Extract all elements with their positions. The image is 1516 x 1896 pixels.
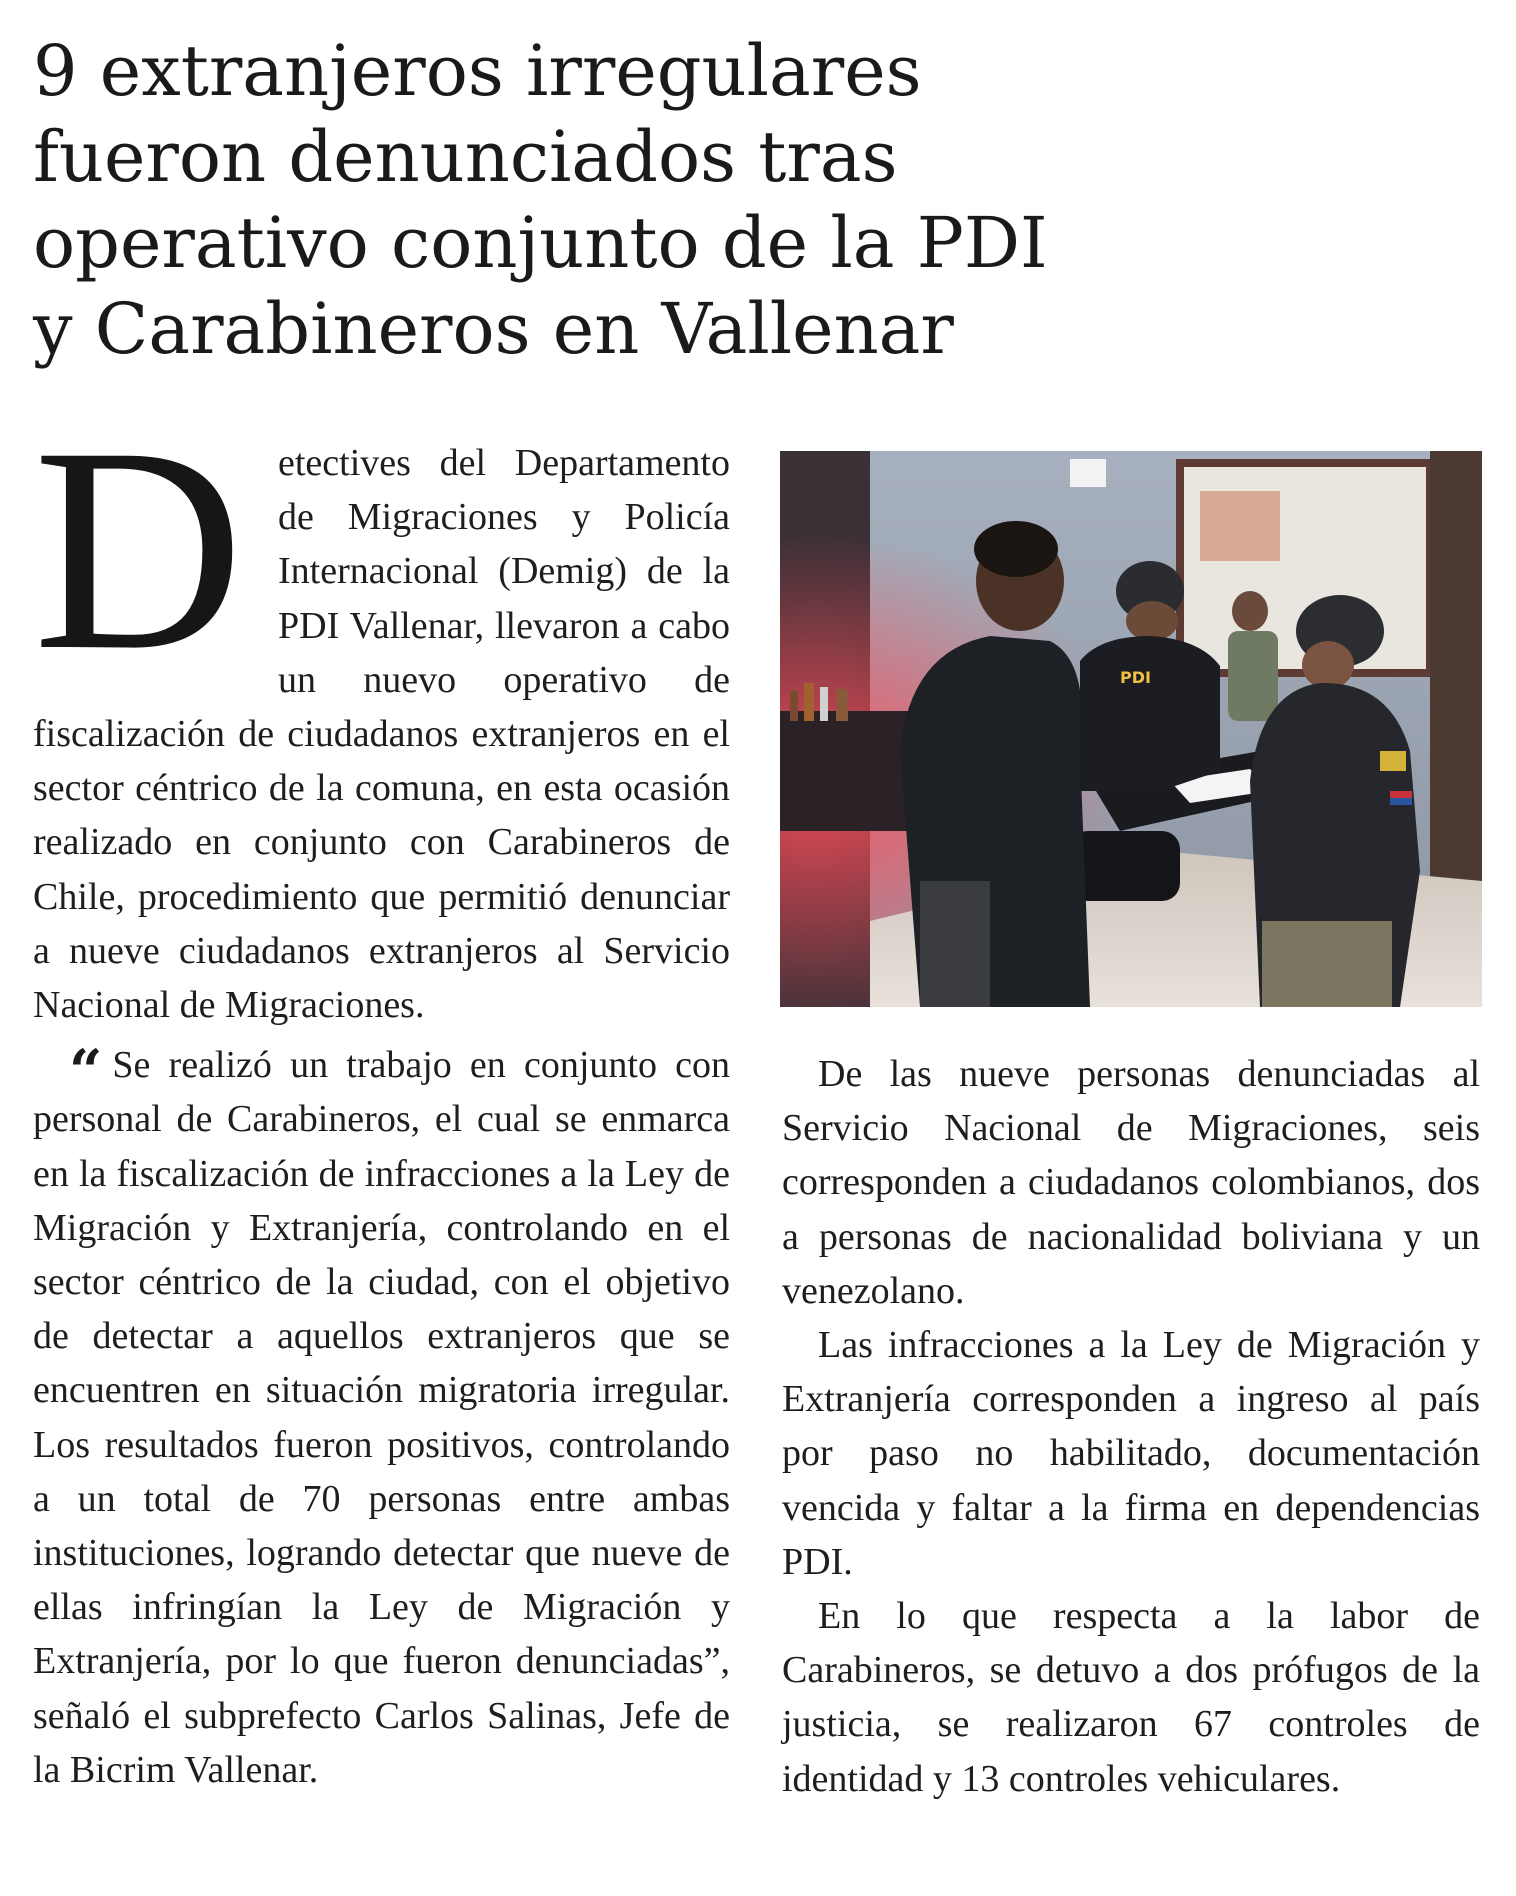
- photo-person-background: [1228, 631, 1278, 721]
- headline-line-4: y Carabineros en Vallenar: [33, 288, 954, 370]
- headline-line-3: operativo conjunto de la PDI: [33, 202, 1048, 284]
- paragraph-carabineros: En lo que respecta a la labor de Carabineros, se detuvo a dos prófugos de la justicia, se realizaron 67 controles de identidad y 13 controles vehiculares.: [782, 1595, 1480, 1800]
- paragraph-nationalities: De las nueve personas denunciadas al Servicio Nacional de Migraciones, seis corresponden a ciudadanos colombianos, dos a personas de nacionalidad boliviana y un venezolano.: [782, 1053, 1480, 1312]
- quote-mark-icon: “: [69, 1037, 103, 1106]
- photo-window-sign: [1200, 491, 1280, 561]
- vest-label: PDI: [1120, 668, 1151, 687]
- article-photo: [780, 451, 1482, 1007]
- paragraph-infractions: Las infracciones a la Ley de Migración y Extranjería corresponden a ingreso al país por paso no habilitado, documentación vencida y faltar a la firma en dependencias PDI.: [782, 1324, 1480, 1583]
- dropcap-box: [33, 388, 278, 711]
- headline-line-2: fueron denunciados tras: [33, 116, 898, 198]
- article-column-left: [33, 388, 730, 1797]
- quote-body: con personal de Carabineros, el cual se enmarca en la fiscalización de infracciones a la Ley de Migración y Extranjería, controlando en el sector céntrico de la ciudad, con el objetivo de detectar a aquellos extranjeros que se encuentren en situación migratoria irregular. Los resultados fueron positivos, controlando a un total de 70 personas entre ambas instituciones, logrando detectar que nueve de ellas infringían la Ley de Migración y Extranjería, por lo que fueron denunciadas”, señaló el subprefecto Carlos Salinas, Jefe de la Bicrim Vallenar.: [33, 1044, 730, 1791]
- lead-paragraph-text: etectives del Departamento de Migraciones y Policía Internacional (Demig) de la PDI Vallenar, llevaron a cabo un nuevo operativo de fiscalización de ciudadanos extranjeros en el sector céntrico de la comuna, en esta ocasión realizado en conjunto con Carabineros de Chile, procedimiento que permitió denunciar a nueve ciudadanos extranjeros al Servicio Nacional de Migraciones.: [33, 442, 730, 1027]
- lead-paragraph: [33, 388, 730, 1032]
- photo-chair: [1070, 831, 1180, 901]
- photo-wall-sign: [1070, 459, 1106, 487]
- quote-paragraph: [33, 1038, 730, 1797]
- article-column-right: [782, 1047, 1480, 1806]
- headline-line-1: 9 extranjeros irregulares: [33, 30, 922, 112]
- quote-first-line: Se realizó un trabajo en conjunto: [112, 1044, 657, 1087]
- photo-officer-vest: [1080, 636, 1220, 791]
- photo-illustration: [780, 451, 1482, 1007]
- article-headline: [33, 28, 1453, 372]
- dropcap-letter: D: [33, 388, 244, 711]
